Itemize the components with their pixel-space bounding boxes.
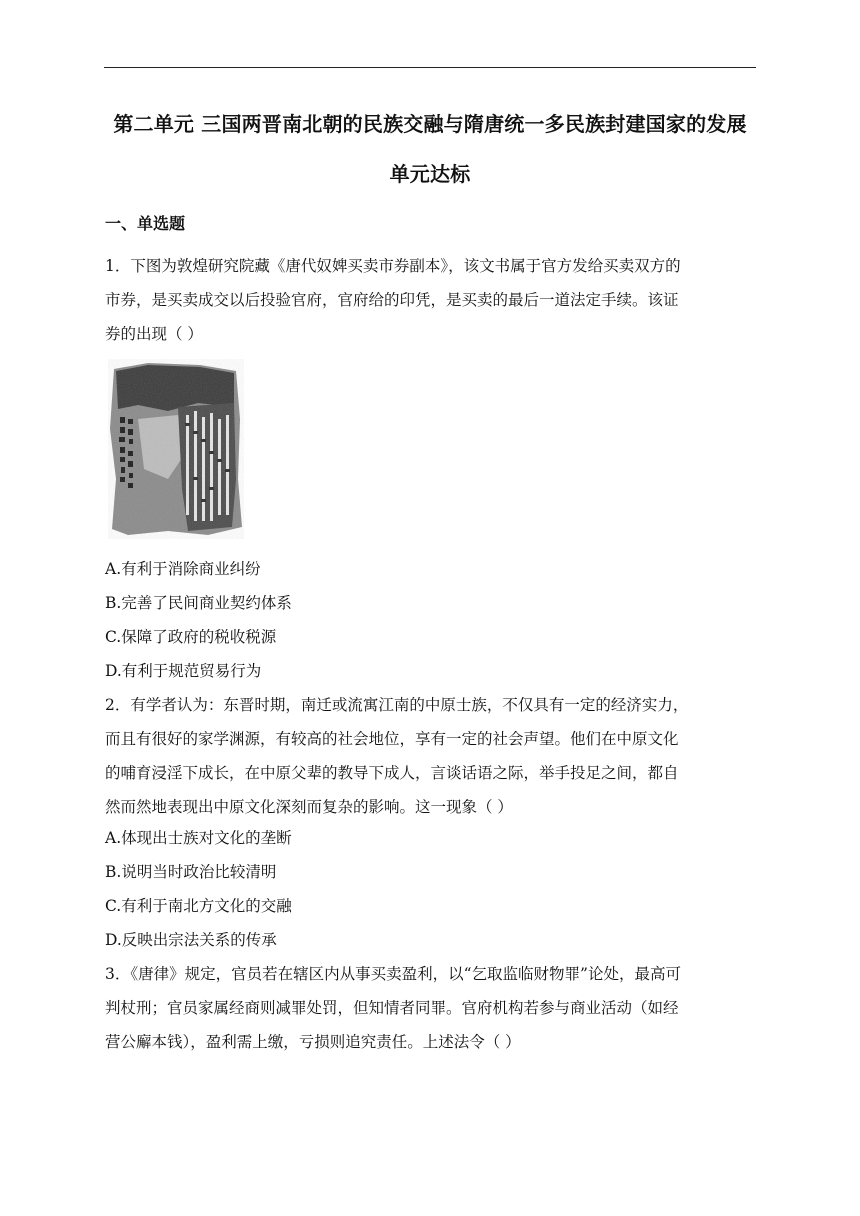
question-3-line: 营公廨本钱），盈利需上缴，亏损则追究责任。上述法令（ ） <box>105 1033 521 1051</box>
manuscript-image <box>108 359 244 539</box>
question-1-line: 市券，是买卖成交以后投验官府，官府给的印凭，是买卖的最后一道法定手续。该证 <box>105 291 679 309</box>
document-title: 第二单元 三国两晋南北朝的民族交融与隋唐统一多民族封建国家的发展 <box>113 112 747 136</box>
question-1-line: 券的出现（ ） <box>105 325 203 343</box>
question-1-text <box>105 249 757 351</box>
question-2-line: 而且有很好的家学渊源，有较高的社会地位，享有一定的社会声望。他们在中原文化 <box>105 730 679 748</box>
header-rule <box>104 67 756 68</box>
question-2-line: 然而然地表现出中原文化深刻而复杂的影响。这一现象（ ） <box>105 798 513 816</box>
question-1-option-b: B.完善了民间商业契约体系 <box>105 594 292 612</box>
question-2-option-c: C.有利于南北方文化的交融 <box>105 897 292 915</box>
question-3-text <box>105 957 757 1059</box>
question-1-option-a: A.有利于消除商业纠纷 <box>105 560 261 578</box>
question-2-option-d: D.反映出宗法关系的传承 <box>105 931 277 949</box>
question-2-option-a: A.体现出士族对文化的垄断 <box>105 829 292 847</box>
question-1-line: 1．下图为敦煌研究院藏《唐代奴婢买卖市券副本》，该文书属于官方发给买卖双方的 <box>105 257 681 275</box>
document-subtitle: 单元达标 <box>389 162 471 186</box>
question-2-line: 的哺育浸淫下成长，在中原父辈的教导下成人，言谈话语之际，举手投足之间，都自 <box>105 764 679 782</box>
section-heading: 一、单选题 <box>105 214 186 233</box>
question-3-line: 判杖刑；官员家属经商则减罪处罚，但知情者同罪。官府机构若参与商业活动（如经 <box>105 999 679 1017</box>
question-1-option-d: D.有利于规范贸易行为 <box>105 662 262 680</box>
question-1-option-c: C.保障了政府的税收税源 <box>105 628 277 646</box>
question-3-line: 3．《唐律》规定，官员若在辖区内从事买卖盈利，以“乞取监临财物罪”论处，最高可 <box>105 965 681 983</box>
question-2-line: 2．有学者认为：东晋时期，南迁或流寓江南的中原士族，不仅具有一定的经济实力， <box>105 696 689 714</box>
question-2-option-b: B.说明当时政治比较清明 <box>105 863 277 881</box>
question-2-text <box>105 688 757 824</box>
